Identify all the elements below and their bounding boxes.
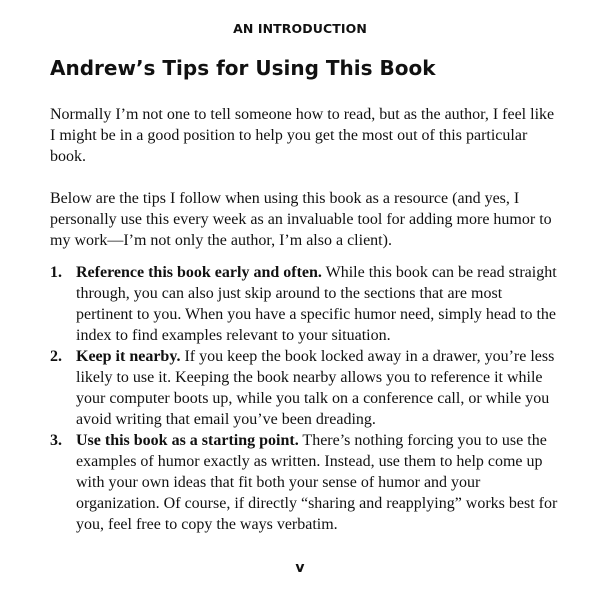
tips-list bbox=[50, 262, 560, 535]
tip-text: There’s nothing forcing you to use the examples of humor exactly as written. Instead, use them to help come up with your own ideas that fit both your sense of humor and your organization. Of course, if directly “sharing and reapplying” works best for you, feel free to copy the ways verbatim. bbox=[76, 432, 558, 533]
tip-heading: Keep it nearby. bbox=[76, 348, 181, 365]
page-number: v bbox=[295, 560, 305, 576]
tip-item bbox=[50, 262, 560, 346]
tip-heading: Use this book as a starting point. bbox=[76, 432, 299, 449]
tip-number: 2. bbox=[50, 348, 62, 365]
tip-text: If you keep the book locked away in a drawer, you’re less likely to use it. Keeping the book nearby allows you to reference it while your computer boots up, while you talk on a conference call, or while you avoid writing that email you’ve been dreading. bbox=[76, 348, 555, 428]
page-title: Andrew’s Tips for Using This Book bbox=[50, 56, 436, 80]
intro-paragraph: Normally I’m not one to tell someone how to read, but as the author, I feel like I might be in a good position to help you get the most out of this particular book. bbox=[50, 106, 555, 165]
tip-item bbox=[50, 346, 560, 430]
tip-number: 1. bbox=[50, 264, 62, 281]
tip-item bbox=[50, 430, 560, 535]
tips-lead-paragraph: Below are the tips I follow when using this book as a resource (and yes, I personally use this every week as an invaluable tool for adding more humor to my work—I’m not only the author, I’m also a client). bbox=[50, 190, 552, 249]
tip-number: 3. bbox=[50, 432, 62, 449]
tip-text: While this book can be read straight through, you can also just skip around to the sections that are most pertinent to you. When you have a specific humor need, simply head to the index to find examples relevant to your situation. bbox=[76, 264, 557, 344]
running-head: AN INTRODUCTION bbox=[233, 21, 367, 36]
tip-heading: Reference this book early and often. bbox=[76, 264, 322, 281]
